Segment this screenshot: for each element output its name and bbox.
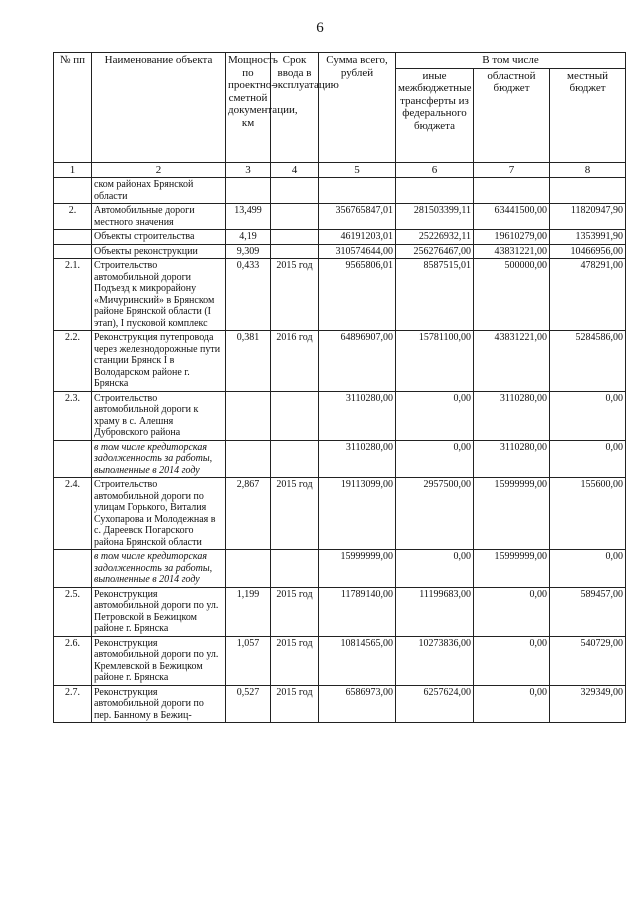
commission-term	[271, 391, 319, 440]
regional-budget: 3110280,00	[474, 440, 550, 478]
table-row	[54, 178, 626, 204]
local-budget: 589457,00	[550, 587, 626, 636]
federal-transfers: 0,00	[396, 440, 474, 478]
object-name: Объекты реконструкции	[92, 244, 226, 259]
table-row	[54, 259, 626, 331]
federal-transfers: 6257624,00	[396, 685, 474, 723]
regional-budget: 43831221,00	[474, 244, 550, 259]
object-name: Реконструкция автомобильной дороги по пер. Банному в Бежиц-	[92, 685, 226, 723]
capacity-km: 0,433	[226, 259, 271, 331]
local-budget: 155600,00	[550, 478, 626, 550]
regional-budget: 15999999,00	[474, 478, 550, 550]
capacity-km: 0,381	[226, 331, 271, 392]
row-number: 2.2.	[54, 331, 92, 392]
object-name: Автомобильные дороги местного значения	[92, 204, 226, 230]
table-row	[54, 550, 626, 588]
federal-transfers: 25226932,11	[396, 230, 474, 245]
capacity-km: 13,499	[226, 204, 271, 230]
object-name: Реконструкция автомобильной дороги по ул. Кремлевской в Бежицком районе г. Брянска	[92, 636, 226, 685]
row-number: 2.1.	[54, 259, 92, 331]
table-row	[54, 331, 626, 392]
header-term: Срок ввода в эксплуатацию	[271, 53, 319, 163]
header-num: № пп	[54, 53, 92, 163]
federal-transfers: 10273836,00	[396, 636, 474, 685]
table-row	[54, 440, 626, 478]
capacity-km	[226, 178, 271, 204]
capacity-km: 0,527	[226, 685, 271, 723]
header-power: Мощность по проектно-сметной документации, км	[226, 53, 271, 163]
total-sum: 3110280,00	[319, 391, 396, 440]
object-name: в том числе кредиторская задолженность за работы, выполненные в 2014 году	[92, 550, 226, 588]
commission-term: 2016 год	[271, 331, 319, 392]
capacity-km: 1,057	[226, 636, 271, 685]
local-budget: 0,00	[550, 391, 626, 440]
row-number	[54, 244, 92, 259]
local-budget: 0,00	[550, 550, 626, 588]
regional-budget: 3110280,00	[474, 391, 550, 440]
total-sum: 3110280,00	[319, 440, 396, 478]
capacity-km	[226, 550, 271, 588]
federal-transfers: 11199683,00	[396, 587, 474, 636]
federal-transfers	[396, 178, 474, 204]
row-number: 2.	[54, 204, 92, 230]
column-numbers-row	[54, 162, 626, 178]
commission-term: 2015 год	[271, 636, 319, 685]
capacity-km: 2,867	[226, 478, 271, 550]
federal-transfers: 15781100,00	[396, 331, 474, 392]
table-row	[54, 230, 626, 245]
row-number: 2.7.	[54, 685, 92, 723]
federal-transfers: 0,00	[396, 550, 474, 588]
header-name: Наименование объекта	[92, 53, 226, 163]
local-budget: 540729,00	[550, 636, 626, 685]
local-budget: 0,00	[550, 440, 626, 478]
header-sum: Сумма всего, рублей	[319, 53, 396, 163]
regional-budget	[474, 178, 550, 204]
commission-term: 2015 год	[271, 587, 319, 636]
header-regional: областной бюджет	[474, 68, 550, 162]
capacity-km: 9,309	[226, 244, 271, 259]
table-row	[54, 587, 626, 636]
regional-budget: 43831221,00	[474, 331, 550, 392]
object-name: ском районах Брянской области	[92, 178, 226, 204]
regional-budget: 19610279,00	[474, 230, 550, 245]
col-number: 4	[271, 162, 319, 178]
federal-transfers: 2957500,00	[396, 478, 474, 550]
total-sum: 10814565,00	[319, 636, 396, 685]
table-row	[54, 478, 626, 550]
local-budget: 11820947,90	[550, 204, 626, 230]
commission-term	[271, 440, 319, 478]
object-name: Объекты строительства	[92, 230, 226, 245]
commission-term	[271, 178, 319, 204]
row-number	[54, 550, 92, 588]
commission-term: 2015 год	[271, 259, 319, 331]
col-number: 6	[396, 162, 474, 178]
commission-term	[271, 230, 319, 245]
row-number	[54, 440, 92, 478]
total-sum: 64896907,00	[319, 331, 396, 392]
object-name: Реконструкция путепровода через железнодорожные пути станции Брянск I в Володарском районе г. Брянска	[92, 331, 226, 392]
regional-budget: 0,00	[474, 587, 550, 636]
header-federal: иные межбюджетные трансферты из федерального бюджета	[396, 68, 474, 162]
page-number: 6	[316, 20, 324, 36]
object-name: Реконструкция автомобильной дороги по ул. Петровской в Бежицком районе г. Брянска	[92, 587, 226, 636]
capacity-km: 4,19	[226, 230, 271, 245]
local-budget: 1353991,90	[550, 230, 626, 245]
local-budget: 329349,00	[550, 685, 626, 723]
table-row	[54, 244, 626, 259]
capacity-km	[226, 440, 271, 478]
header-local: местный бюджет	[550, 68, 626, 162]
col-number: 3	[226, 162, 271, 178]
regional-budget: 15999999,00	[474, 550, 550, 588]
capacity-km	[226, 391, 271, 440]
commission-term: 2015 год	[271, 478, 319, 550]
commission-term	[271, 204, 319, 230]
commission-term	[271, 550, 319, 588]
total-sum: 356765847,01	[319, 204, 396, 230]
total-sum: 15999999,00	[319, 550, 396, 588]
total-sum: 19113099,00	[319, 478, 396, 550]
row-number: 2.6.	[54, 636, 92, 685]
col-number: 5	[319, 162, 396, 178]
total-sum: 6586973,00	[319, 685, 396, 723]
col-number: 8	[550, 162, 626, 178]
row-number: 2.3.	[54, 391, 92, 440]
local-budget: 10466956,00	[550, 244, 626, 259]
total-sum: 9565806,01	[319, 259, 396, 331]
capacity-km: 1,199	[226, 587, 271, 636]
table-row	[54, 391, 626, 440]
regional-budget: 63441500,00	[474, 204, 550, 230]
total-sum: 310574644,00	[319, 244, 396, 259]
row-number: 2.4.	[54, 478, 92, 550]
header-row	[54, 53, 626, 69]
commission-term	[271, 244, 319, 259]
total-sum	[319, 178, 396, 204]
object-name: Строительство автомобильной дороги к храму в с. Алешня Дубровского района	[92, 391, 226, 440]
total-sum: 46191203,01	[319, 230, 396, 245]
regional-budget: 500000,00	[474, 259, 550, 331]
federal-transfers: 281503399,11	[396, 204, 474, 230]
federal-transfers: 0,00	[396, 391, 474, 440]
object-name: в том числе кредиторская задолженность за работы, выполненные в 2014 году	[92, 440, 226, 478]
regional-budget: 0,00	[474, 636, 550, 685]
table-row	[54, 685, 626, 723]
federal-transfers: 256276467,00	[396, 244, 474, 259]
total-sum: 11789140,00	[319, 587, 396, 636]
col-number: 2	[92, 162, 226, 178]
table-body	[54, 178, 626, 723]
col-number: 7	[474, 162, 550, 178]
commission-term: 2015 год	[271, 685, 319, 723]
federal-transfers: 8587515,01	[396, 259, 474, 331]
row-number	[54, 230, 92, 245]
local-budget: 5284586,00	[550, 331, 626, 392]
table-row	[54, 204, 626, 230]
col-number: 1	[54, 162, 92, 178]
header-including: В том числе	[396, 53, 626, 69]
row-number	[54, 178, 92, 204]
row-number: 2.5.	[54, 587, 92, 636]
regional-budget: 0,00	[474, 685, 550, 723]
table-row	[54, 636, 626, 685]
object-name: Строительство автомобильной дороги Подъезд к микрорайону «Мичуринский» в Брянском районе Брянской области (I этап), I пусковой комплекс	[92, 259, 226, 331]
local-budget: 478291,00	[550, 259, 626, 331]
object-name: Строительство автомобильной дороги по улицам Горького, Виталия Сухопарова и Молодежная в с. Дареевск Погарского района Брянской области	[92, 478, 226, 550]
budget-table	[53, 52, 626, 723]
local-budget	[550, 178, 626, 204]
